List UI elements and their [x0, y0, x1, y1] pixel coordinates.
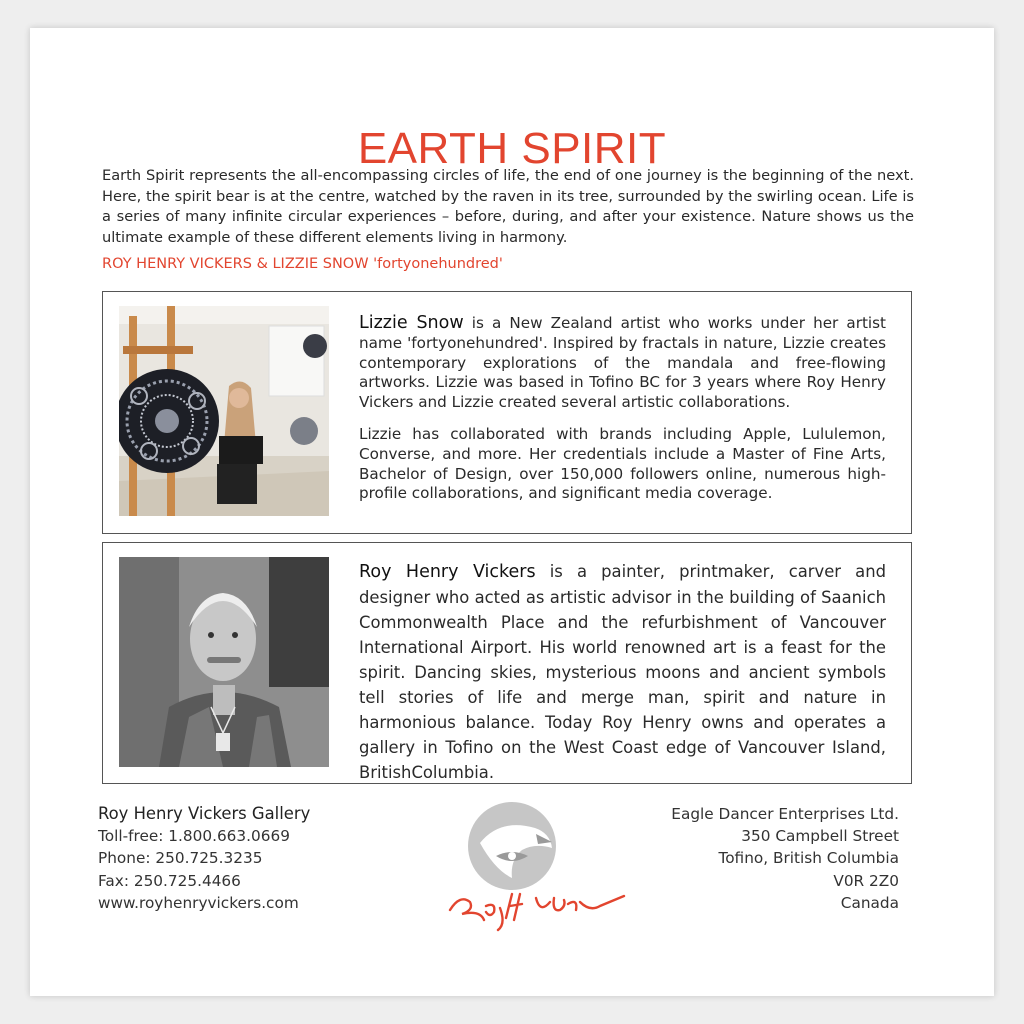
- roy-henry-vickers-name: Roy Henry Vickers: [359, 562, 536, 582]
- company-address: [671, 803, 899, 914]
- fax-number: Fax: 250.725.4466: [98, 871, 241, 890]
- phone-number: Phone: 250.725.3235: [98, 849, 263, 868]
- lizzie-bio-paragraph-2: Lizzie has collaborated with brands including Apple, Lululemon, Converse, and more. Her credentials include a Master of Fine Arts, Bachelor of Design, over 150,000 followers online, numerous high-profile collaborations, and significant media coverage.: [359, 424, 886, 503]
- intro-paragraph: Earth Spirit represents the all-encompassing circles of life, the end of one journey is the beginning of the next. Here, the spirit bear is at the centre, watched by the raven in its tree, surrounded by the swirling ocean. Life is a series of many infinite circular experiences – before, during, and after your existence. Nature shows us the ultimate example of these different elements living in harmony.: [102, 167, 914, 246]
- lizzie-snow-bio-box: [102, 291, 912, 534]
- page-title: EARTH SPIRIT: [357, 124, 667, 174]
- lizzie-snow-bio: [359, 314, 886, 516]
- lizzie-snow-photo: [119, 306, 329, 516]
- artist-credit: ROY HENRY VICKERS & LIZZIE SNOW 'fortyonehundred': [102, 256, 503, 272]
- roy-henry-vickers-bio-box: [102, 542, 912, 784]
- tollfree-number: Toll-free: 1.800.663.0669: [98, 827, 290, 846]
- roy-henry-vickers-bio: [359, 559, 886, 785]
- signature-mark: [450, 894, 624, 930]
- city-province: Tofino, British Columbia: [718, 849, 899, 868]
- roy-bio-text: is a painter, printmaker, carver and designer who acted as artistic advisor in the building of Saanich Commonwealth Place and the refurbishment of Vancouver International Airport. His world renowned art is a feast for the spirit. Dancing skies, mysterious moons and ancient symbols tell stories of life and merge man, spirit and nature in harmonious balance. Today Roy Henry owns and operates a gallery in Tofino on the West Coast edge of Vancouver Island, BritishColumbia.: [359, 562, 886, 782]
- gallery-name: Roy Henry Vickers Gallery: [98, 804, 311, 823]
- lizzie-bio-paragraph-1: [359, 314, 886, 413]
- gallery-contact: [98, 803, 310, 914]
- lizzie-bio-text: is a New Zealand artist who works under her artist name 'fortyonehundred'. Inspired by fractals in nature, Lizzie creates contemporary explorations of the mandala and free-flowing artworks. Lizzie was based in Tofino BC for 3 years where Roy Henry Vickers and Lizzie created several artistic collaborations.: [359, 314, 886, 412]
- signature-logo: [440, 798, 630, 933]
- company-name: Eagle Dancer Enterprises Ltd.: [671, 805, 899, 823]
- website-link[interactable]: www.royhenryvickers.com: [98, 893, 299, 912]
- intro-text: [102, 166, 914, 248]
- roy-henry-vickers-photo: [119, 557, 329, 767]
- street-address: 350 Campbell Street: [741, 827, 899, 846]
- raven-emblem-icon: [468, 802, 556, 890]
- lizzie-snow-name: Lizzie Snow: [359, 313, 464, 333]
- postal-code: V0R 2Z0: [833, 871, 899, 890]
- country: Canada: [840, 893, 899, 912]
